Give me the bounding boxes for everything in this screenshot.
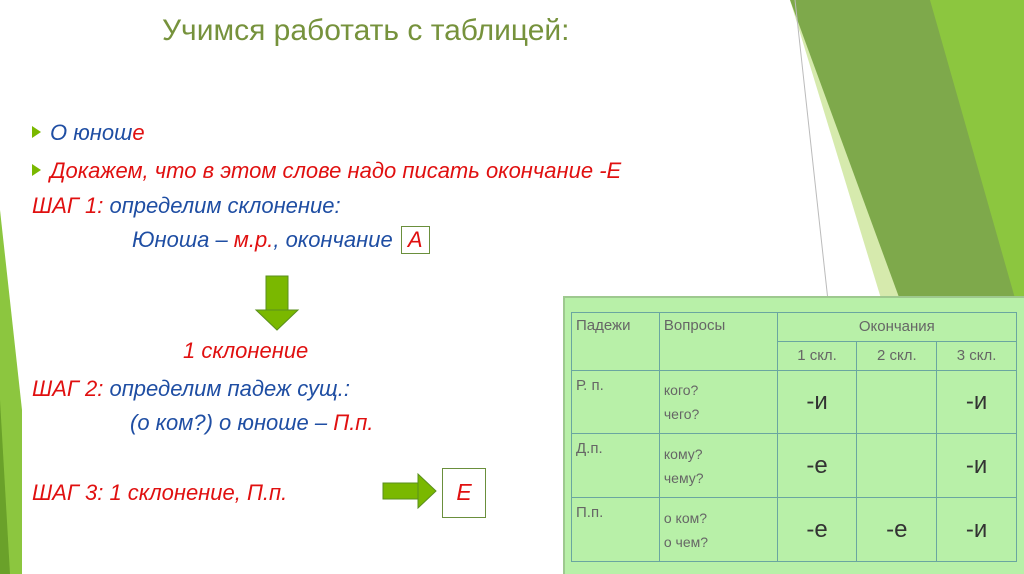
- bullet-1-text: О юнош: [50, 120, 133, 145]
- endings-table: [571, 312, 1017, 562]
- bullet-triangle-icon: [32, 126, 41, 138]
- word-line: [132, 226, 430, 254]
- question-text: (о ком?) о юноше –: [130, 410, 334, 435]
- bullet-1-ending: е: [132, 120, 145, 145]
- ending-label: , окончание: [273, 227, 399, 252]
- right-arrow-icon: [383, 474, 436, 508]
- question-line: [130, 410, 374, 436]
- table-row: [572, 370, 1017, 434]
- step-1-label: ШАГ 1:: [32, 193, 110, 218]
- header-questions: Вопросы: [659, 313, 777, 371]
- ending-cell: -и: [937, 434, 1017, 498]
- bullet-2-text: Докажем, что в этом слове надо писать окончание -Е: [50, 158, 622, 183]
- question-cell: кого? чего?: [659, 370, 777, 434]
- header-cases: Падежи: [572, 313, 660, 371]
- case-cell: Р. п.: [572, 370, 660, 434]
- case-cell: Д.п.: [572, 434, 660, 498]
- declension-text: 1 склонение: [183, 338, 309, 363]
- ending-cell: -и: [937, 498, 1017, 562]
- step-2-text: определим падеж сущ.:: [109, 376, 350, 401]
- header-decl-3: 3 скл.: [937, 341, 1017, 370]
- down-arrow-icon: [256, 276, 298, 330]
- case-cell: П.п.: [572, 498, 660, 562]
- slide-title: Учимся работать с таблицей:: [162, 14, 570, 47]
- gender-text: м.р.: [233, 227, 274, 252]
- header-decl-1: 1 скл.: [777, 341, 857, 370]
- table-row: [572, 434, 1017, 498]
- question-cell: кому? чему?: [659, 434, 777, 498]
- ending-box: А: [401, 226, 430, 254]
- step-2-line: [32, 376, 350, 402]
- header-decl-2: 2 скл.: [857, 341, 937, 370]
- question-cell: о ком? о чем?: [659, 498, 777, 562]
- ending-cell: -и: [777, 370, 857, 434]
- word-text: Юноша –: [132, 227, 234, 252]
- table-row: [572, 498, 1017, 562]
- ending-cell: -е: [857, 498, 937, 562]
- endings-table-panel: [563, 296, 1024, 574]
- ending-cell: -и: [937, 370, 1017, 434]
- bullet-triangle-icon: [32, 164, 41, 176]
- ending-cell: [857, 370, 937, 434]
- bullet-line-2: [32, 158, 621, 184]
- step-2-label: ШАГ 2:: [32, 376, 110, 401]
- ending-cell: [857, 434, 937, 498]
- case-text: П.п.: [333, 410, 374, 435]
- answer-box: Е: [442, 468, 486, 518]
- step-1-text: определим склонение:: [109, 193, 341, 218]
- bullet-line-1: [32, 120, 145, 146]
- header-endings: Окончания: [777, 313, 1016, 342]
- step-3-text: ШАГ 3: 1 склонение, П.п.: [32, 480, 288, 505]
- ending-cell: -е: [777, 434, 857, 498]
- step-1-line: [32, 193, 341, 219]
- ending-cell: -е: [777, 498, 857, 562]
